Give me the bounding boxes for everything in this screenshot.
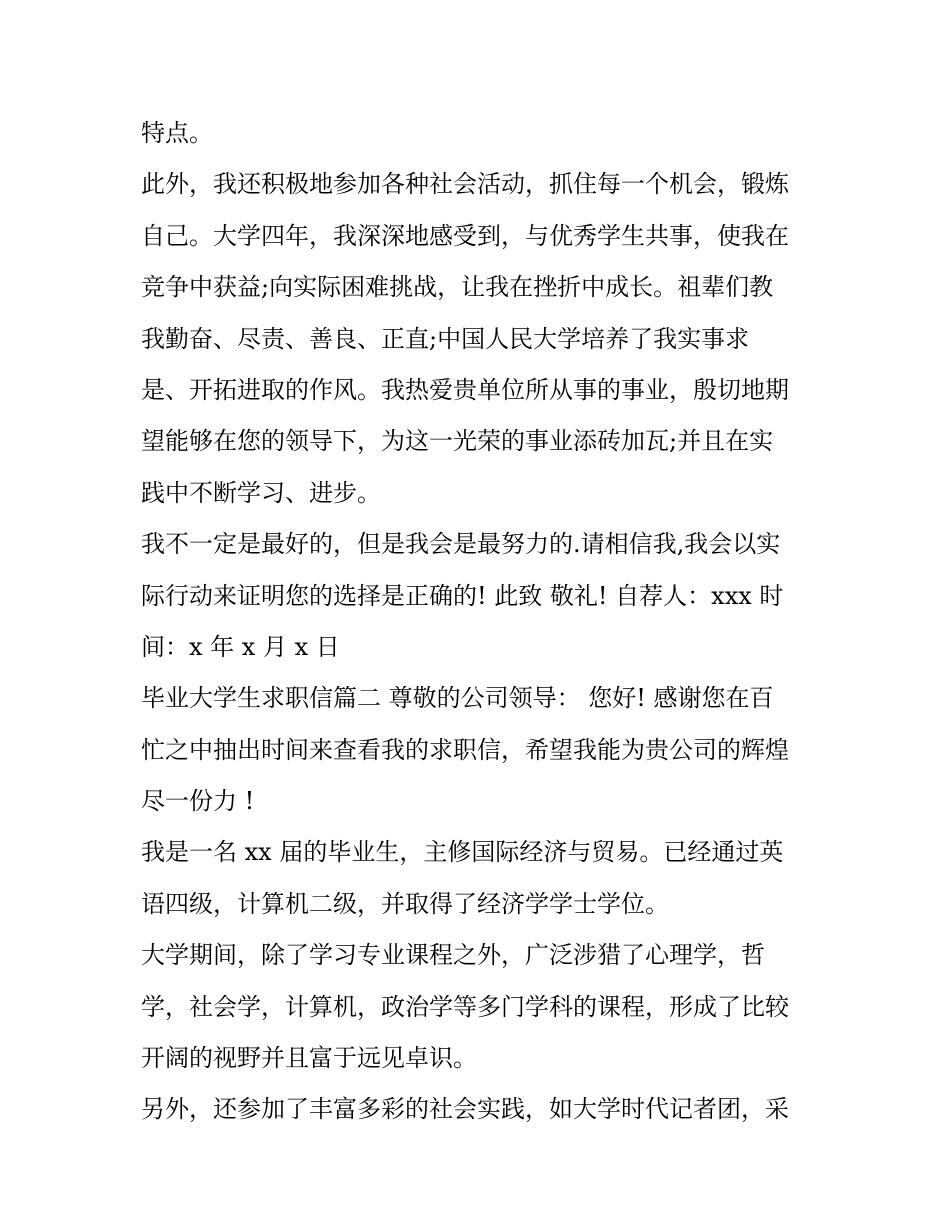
text-line: 我勤奋、尽责、善良、正直;中国人民大学培养了我实事求 <box>141 324 750 353</box>
text-line: 我不一定是最好的，但是我会是最努力的.请相信我,我会以实 <box>141 530 781 559</box>
text-line: 是、开拓进取的作风。我热爱贵单位所从事的事业，殷切地期 <box>141 375 789 404</box>
text-line: 间：x 年 x 月 x 日 <box>141 632 340 661</box>
text-line: 另外，还参加了丰富多彩的社会实践，如大学时代记者团，采 <box>141 1095 789 1124</box>
text-line: 特点。 <box>141 119 213 147</box>
text-line: 望能够在您的领导下，为这一光荣的事业添砖加瓦;并且在实 <box>141 427 774 456</box>
text-line: 际行动来证明您的选择是正确的! 此致 敬礼! 自荐人：xxx 时 <box>141 581 784 610</box>
text-line: 忙之中抽出时间来查看我的求职信，希望我能为贵公司的辉煌 <box>141 735 789 764</box>
text-line: 语四级，计算机二级，并取得了经济学学士学位。 <box>141 889 669 918</box>
text-line: 毕业大学生求职信篇二 尊敬的公司领导： 您好! 感谢您在百 <box>141 684 774 713</box>
text-line: 此外，我还积极地参加各种社会活动，抓住每一个机会，锻炼 <box>141 170 789 199</box>
text-line: 尽一份力 ! <box>141 787 255 816</box>
text-line: 践中不断学习、进步。 <box>141 478 381 507</box>
text-line: 自己。大学四年，我深深地感受到，与优秀学生共事，使我在 <box>141 221 789 250</box>
text-line: 开阔的视野并且富于远见卓识。 <box>141 1044 477 1073</box>
text-line: 学，社会学，计算机，政治学等多门学科的课程，形成了比较 <box>141 992 789 1021</box>
text-line: 竞争中获益;向实际困难挑战，让我在挫折中成长。祖辈们教 <box>141 273 774 302</box>
text-line: 我是一名 xx 届的毕业生，主修国际经济与贸易。已经通过英 <box>141 838 784 867</box>
text-line: 大学期间，除了学习专业课程之外，广泛涉猎了心理学，哲 <box>141 941 765 970</box>
body-text <box>141 108 831 1136</box>
